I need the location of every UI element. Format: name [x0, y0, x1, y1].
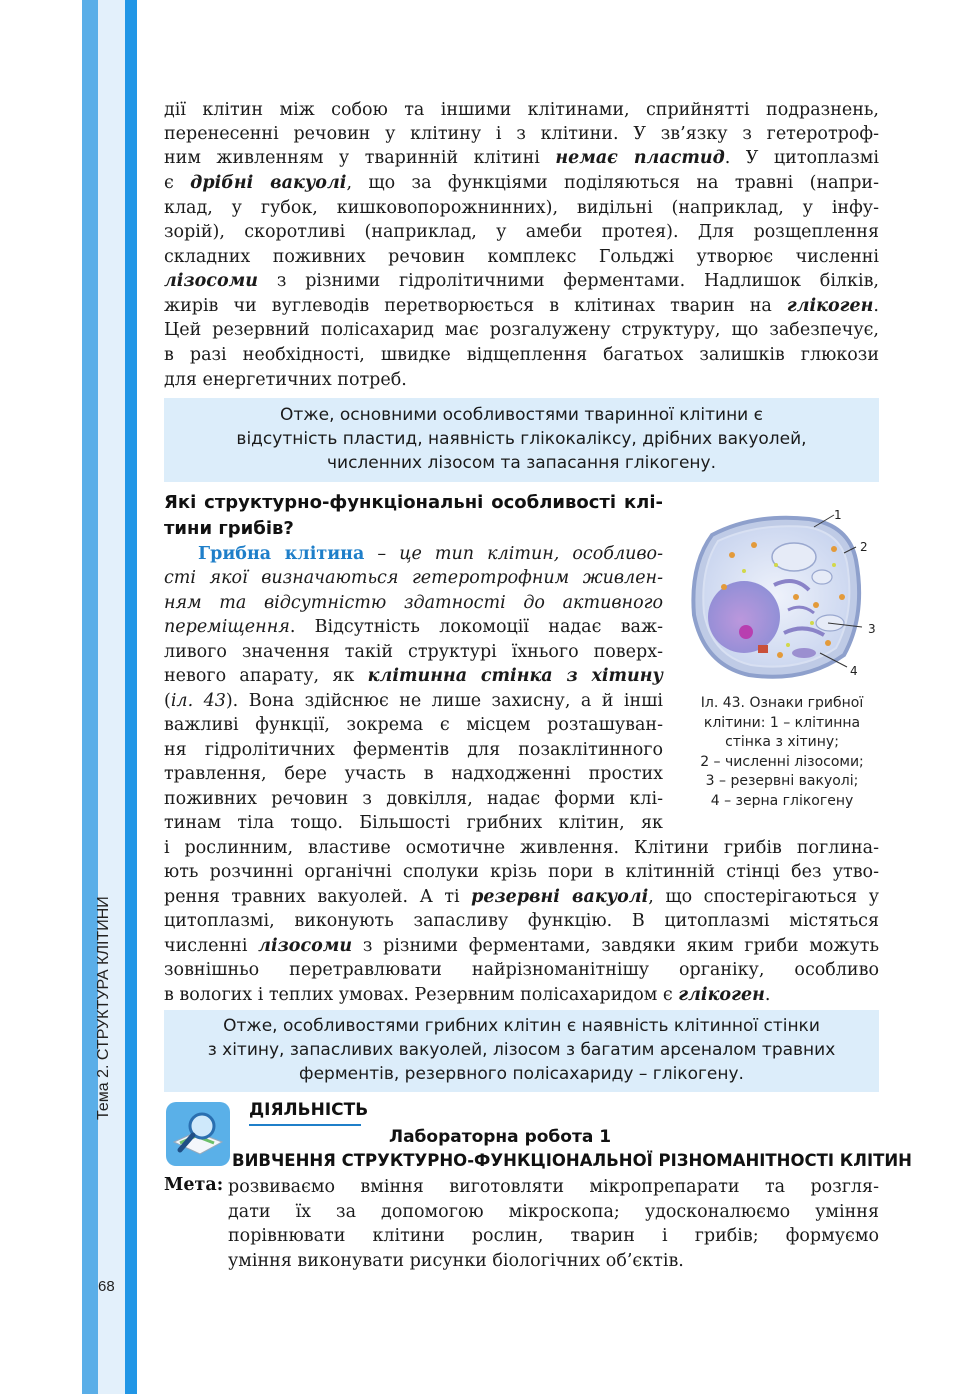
- activity-label: ДІЯЛЬНІСТЬ: [249, 1100, 369, 1120]
- text-line: складних поживних речовин комплекс Гольджі утворює численні: [164, 247, 879, 267]
- section-heading: Які структурно-функціональні особливості клі- тини грибів?: [164, 492, 663, 539]
- text-line: для енергетичних потреб.: [164, 370, 407, 390]
- margin-stripe: [82, 0, 98, 1394]
- text-line: численні лізосоми з різними ферментами, завдяки яким гриби можуть: [164, 936, 879, 956]
- figure-label: 1: [834, 508, 842, 522]
- page-margin: [0, 0, 125, 1394]
- text-line: жирів чи вуглеводів перетворюється в клітинах тварин на глікоген.: [164, 296, 879, 316]
- term: дрібні вакуолі: [190, 173, 347, 193]
- text-line: лізосоми з різними гідролітичними ферментами. Надлишок білків,: [164, 271, 879, 291]
- text-line: сті якої визначаються гетеротрофним живлен-: [164, 568, 663, 588]
- magnifier-map-icon: [166, 1102, 230, 1166]
- goal-label: Мета:: [164, 1175, 224, 1195]
- text-line: зорій), скоротливі (наприклад, у амеби протея). Для розщеплення: [164, 222, 879, 242]
- page-number: 68: [98, 1278, 115, 1295]
- text-line: ням та відсутністю здатності до активного: [164, 593, 663, 613]
- text-line: порівнювати клітини рослин, тварин і грибів; формуємо: [228, 1226, 879, 1246]
- fungal-cell-illustration: [684, 505, 884, 685]
- text-line: клад, у губок, кишковопорожнинних), видільні (наприклад, у інфу-: [164, 198, 879, 218]
- lab-title: ВИВЧЕННЯ СТРУКТУРНО-ФУНКЦІОНАЛЬНОЇ РІЗНОМАНІТНОСТІ КЛІТИН: [232, 1151, 912, 1170]
- summary-line: з хітину, запасливих вакуолей, лізосом з багатим арсеналом травних: [207, 1040, 836, 1060]
- term: клітинна стінка з хітину: [367, 666, 663, 686]
- summary-line: численних лізосом та запасання глікогену.: [326, 453, 716, 473]
- summary-box: [164, 398, 879, 482]
- text-line: цитоплазмі, виконують запасливу функцію. В цитоплазмі містяться: [164, 911, 879, 931]
- summary-box: [164, 1010, 879, 1092]
- divider: [249, 1124, 361, 1126]
- text-line: зовнішньо перетравлювати найрізноманітнішу органіку, особливо: [164, 960, 879, 980]
- summary-line: Отже, основними особливостями тваринної клітини є: [280, 405, 763, 425]
- text-line: ним живленням у тваринній клітині немає пластид. У цитоплазмі: [164, 148, 880, 168]
- chapter-title: Тема 2. СТРУКТУРА КЛІТИНИ: [95, 896, 112, 1120]
- term: глікоген: [786, 296, 874, 316]
- text-line: і рослинним, властиве осмотичне живлення. Клітини грибів поглина-: [164, 838, 879, 858]
- text-line: Цей резервний полісахарид має розгалужену структуру, що забезпечує,: [164, 320, 879, 340]
- text-line: ють розчинні органічні сполуки крізь пори в клітинній стінці без утво-: [164, 862, 879, 882]
- lab-number: Лабораторна робота 1: [388, 1127, 612, 1147]
- text-line: в разі необхідності, швидке відщеплення багатьох залишків глюкози: [164, 345, 879, 365]
- term: глікоген: [678, 985, 765, 1005]
- margin-stripe-light: [98, 0, 125, 1394]
- summary-line: Отже, особливостями грибних клітин є наявність клітинної стінки: [223, 1016, 820, 1036]
- term: немає пластид: [555, 148, 725, 168]
- text-line: важливі функції, зокрема є місцем розташуван-: [164, 715, 663, 735]
- figure-label: 4: [850, 664, 858, 678]
- text-line: переміщення. Відсутність локомоції надає важ-: [164, 617, 663, 637]
- term: лізосоми: [164, 271, 258, 291]
- figure-caption: Іл. 43. Ознаки грибної клітини: 1 – клітинна стінка з хітину; 2 – численні лізосоми; 3 – резервні вакуолі; 4 – зерна глікогену: [700, 695, 864, 809]
- text-line: ня гідролітичних ферментів для позаклітинного: [164, 740, 663, 760]
- text-line: в вологих і теплих умовах. Резервним полісахаридом є глікоген.: [164, 985, 771, 1005]
- text-line: (іл. 43). Вона здійснює не лише захисну, а й інші: [164, 691, 663, 711]
- text-line: перенесенні речовин у клітину і з клітини. У зв’язку з гетеротроф-: [164, 124, 879, 144]
- margin-stripe-accent: [125, 0, 137, 1394]
- summary-line: відсутність пластид, наявність глікокаліксу, дрібних вакуолей,: [236, 429, 807, 449]
- text-line: дії клітин між собою та іншими клітинами, сприйнятті подразнень,: [164, 100, 879, 120]
- term: лізосоми: [258, 936, 353, 956]
- figure-label: 2: [860, 540, 868, 554]
- text-line: дати їх за допомогою мікроскопа; удосконалюємо уміння: [228, 1202, 879, 1222]
- text-line: є дрібні вакуолі, що за функціями поділяються на травні (напри-: [164, 173, 879, 193]
- text-line: Грибна клітина – це тип клітин, особливо-: [198, 544, 663, 564]
- text-line: ливого значення такій структурі їхнього поверх-: [164, 642, 663, 662]
- text-line: розвиваємо вміння виготовляти мікропрепарати та розгля-: [228, 1177, 879, 1197]
- figure-label: 3: [868, 622, 876, 636]
- text-line: тинам тіла тощо. Більшості грибних клітин, як: [164, 813, 663, 833]
- text-line: невого апарату, як клітинна стінка з хітину: [164, 666, 663, 686]
- text-line: уміння виконувати рисунки біологічних об’єктів.: [228, 1251, 684, 1271]
- text-line: травлення, бере участь в надходженні простих: [164, 764, 663, 784]
- text-line: поживних речовин з довкілля, надає форми клі-: [164, 789, 663, 809]
- summary-line: ферментів, резервного полісахариду – глікогену.: [299, 1064, 744, 1084]
- defined-term: Грибна клітина: [198, 544, 365, 564]
- text-line: рення травних вакуолей. А ті резервні вакуолі, що спостерігаються у: [164, 887, 879, 907]
- term: резервні вакуолі: [471, 887, 649, 907]
